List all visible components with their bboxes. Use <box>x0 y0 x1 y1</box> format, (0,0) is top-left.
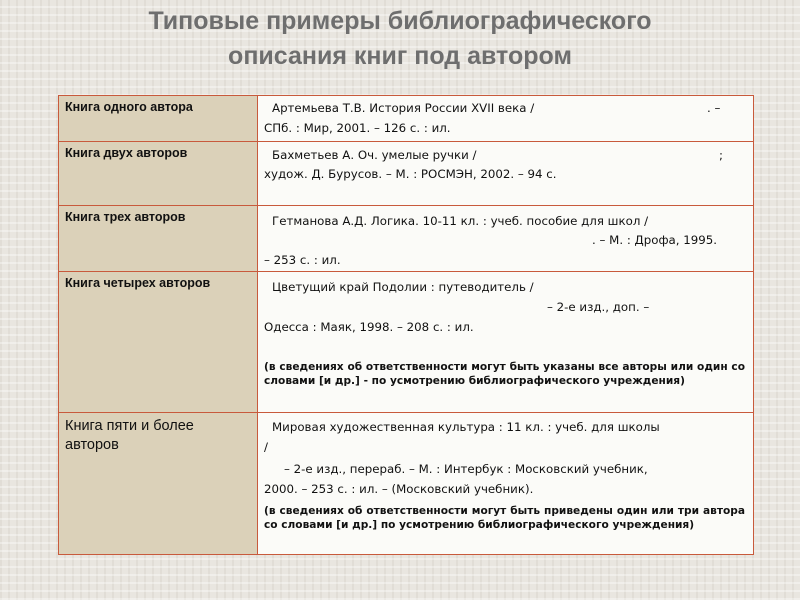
content-line: . – М. : Дрофа, 1995. <box>592 233 718 247</box>
content-line: Цветущий край Подолии : путеводитель / <box>272 280 534 294</box>
content-line: СПб. : Мир, 2001. – 126 с. : ил. <box>264 121 451 135</box>
content-line: Гетманова А.Д. Логика. 10-11 кл. : учеб. пособие для школ / <box>272 214 649 228</box>
row-label: Книга двух авторов <box>59 142 258 206</box>
row-content <box>258 142 754 206</box>
row-content <box>258 206 754 272</box>
content-line: ; <box>719 148 723 162</box>
table-row <box>59 272 754 413</box>
row-label-text: Книга пяти и более авторов <box>65 418 194 453</box>
table-row <box>59 206 754 272</box>
row-label: Книга одного автора <box>59 96 258 142</box>
content-line: – 253 с. : ил. <box>264 253 341 267</box>
content-line: / <box>264 440 268 454</box>
row-label: Книга четырех авторов <box>59 272 258 413</box>
row-content <box>258 96 754 142</box>
row-content <box>258 413 754 555</box>
responsibility-note: (в сведениях об ответственности могут быть приведены один или три автора со словами [и др.] по усмотрению библиографического учреждения) <box>264 505 745 531</box>
table-row <box>59 413 754 555</box>
row-label: Книга трех авторов <box>59 206 258 272</box>
row-label <box>59 413 258 555</box>
row-content <box>258 272 754 413</box>
content-line: худож. Д. Бурусов. – М. : РОСМЭН, 2002. – 94 с. <box>264 167 557 181</box>
table-row <box>59 96 754 142</box>
content-line: 2000. – 253 с. : ил. – (Московский учебник). <box>264 482 534 496</box>
page-title <box>0 4 800 74</box>
content-line: Бахметьев А. Оч. умелые ручки / <box>272 148 477 162</box>
content-line: – 2-е изд., доп. – <box>547 300 650 314</box>
bibliography-table <box>58 95 754 555</box>
content-line: . – <box>707 101 721 115</box>
responsibility-note: (в сведениях об ответственности могут быть указаны все авторы или один со словами [и др.] - по усмотрению библиографического учреждения) <box>264 361 745 387</box>
title-line-2: описания книг под автором <box>228 42 572 70</box>
content-line: Мировая художественная культура : 11 кл. : учеб. для школы <box>272 420 660 434</box>
table-row <box>59 142 754 206</box>
content-line: Артемьева Т.В. История России XVII века / <box>272 101 535 115</box>
content-line: – 2-е изд., перераб. – М. : Интербук : Московский учебник, <box>284 462 648 476</box>
title-line-1: Типовые примеры библиографического <box>148 7 652 35</box>
content-line: Одесса : Маяк, 1998. – 208 с. : ил. <box>264 320 474 334</box>
